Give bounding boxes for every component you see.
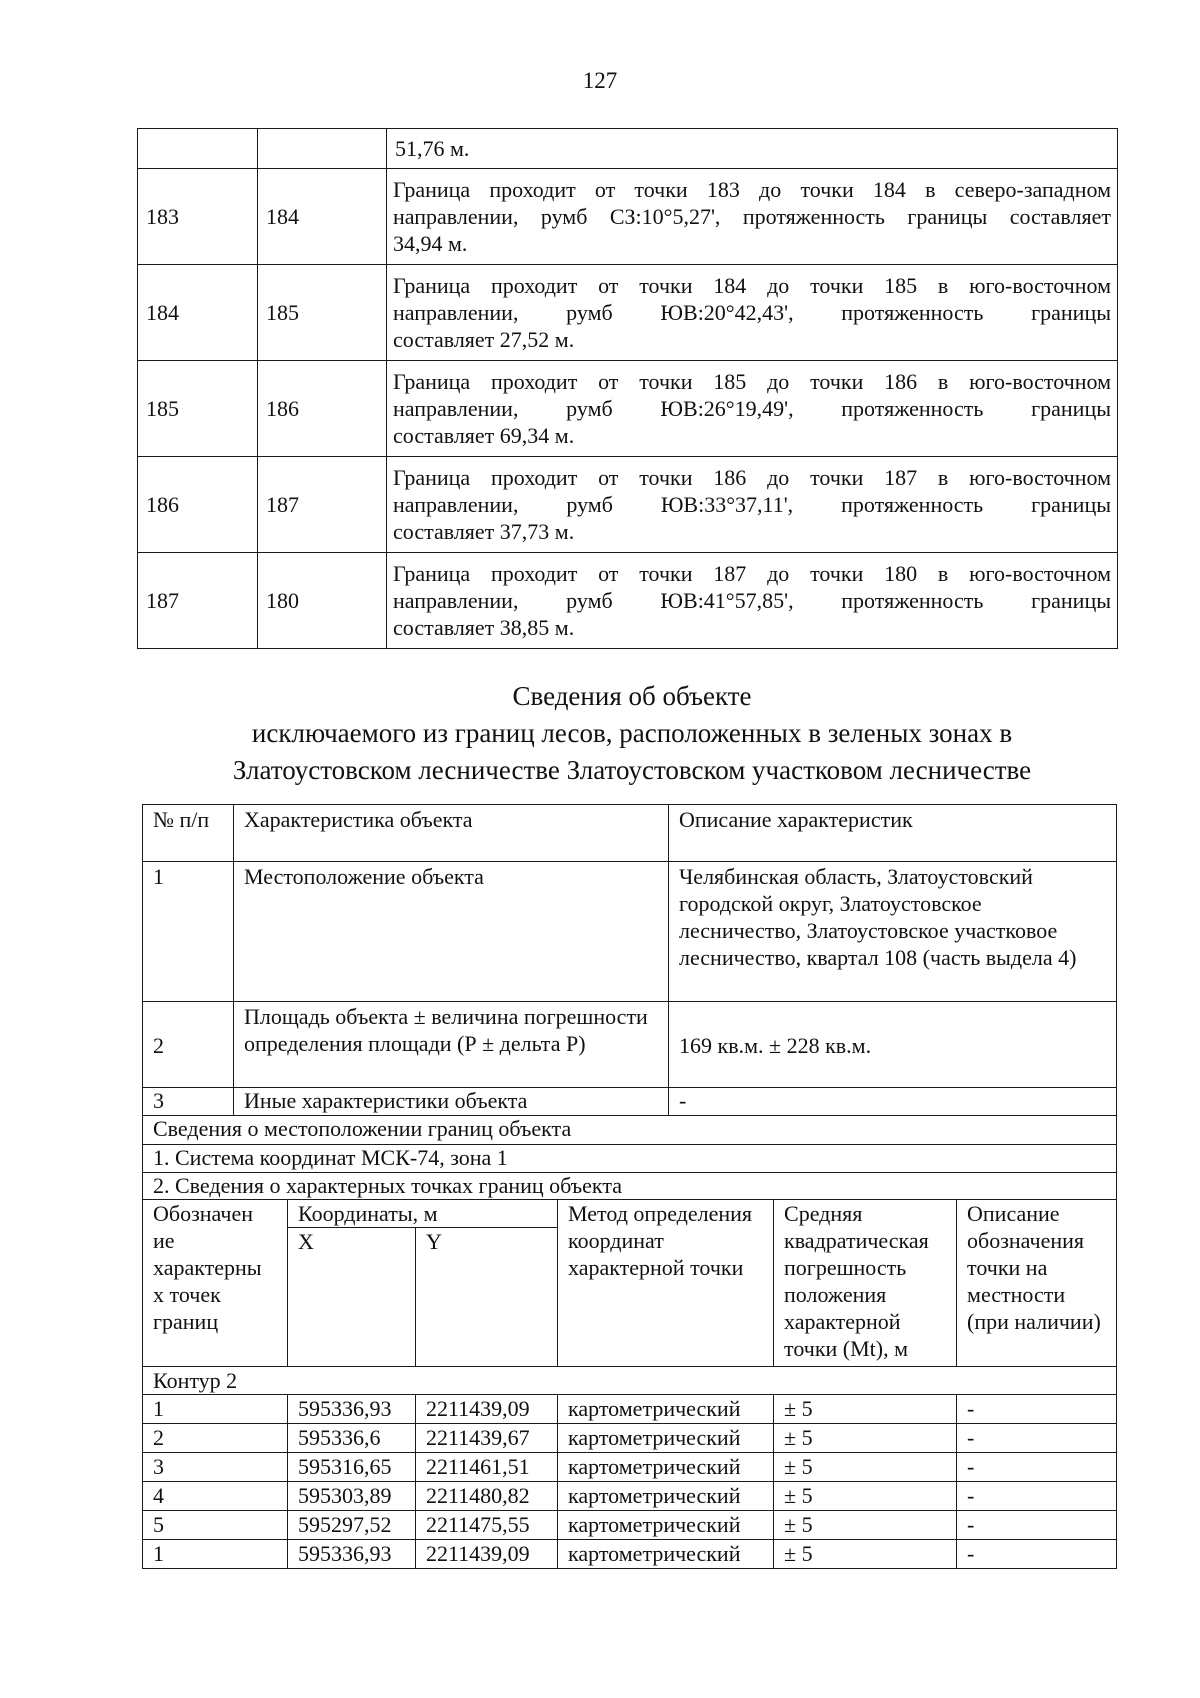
- row-description: Челябинская область, Златоустовский городской округ, Златоустовское лесничество, Златоустовское участковое лесничество, квартал 108 (часть выдела 4): [669, 862, 1117, 1002]
- points-title: 2. Сведения о характерных точках границ объекта: [143, 1173, 1117, 1200]
- object-table: [142, 804, 1117, 1200]
- page-number: 127: [582, 68, 618, 93]
- point-number: 1: [143, 1395, 288, 1424]
- description-line: направлении, румб ЮВ:33°37,11', протяженность границы: [393, 491, 1111, 517]
- description-line: направлении, румб ЮВ:41°57,85', протяженность границы: [393, 587, 1111, 613]
- table-row: [143, 1200, 1117, 1228]
- point-from: 183: [138, 169, 258, 265]
- table-row: [143, 1453, 1117, 1482]
- table-row: [143, 1173, 1117, 1200]
- coord-y: 2211439,09: [416, 1540, 558, 1569]
- error: ± 5: [774, 1540, 957, 1569]
- table-row: [143, 1367, 1117, 1395]
- table-row: [138, 553, 1118, 649]
- point-number: 2: [143, 1424, 288, 1453]
- description-line: составляет 38,85 м.: [393, 614, 575, 640]
- description-line: Граница проходит от точки 185 до точки 186 в юго-восточном: [393, 368, 1111, 394]
- point-description: -: [957, 1511, 1117, 1540]
- point-from: 187: [138, 553, 258, 649]
- coord-x: 595316,65: [288, 1453, 416, 1482]
- row-number: 2: [143, 1002, 234, 1088]
- point-number: 1: [143, 1540, 288, 1569]
- table-row: [143, 805, 1117, 862]
- point-from: 185: [138, 361, 258, 457]
- coord-y: 2211439,67: [416, 1424, 558, 1453]
- table-row: [138, 169, 1118, 265]
- error: ± 5: [774, 1424, 957, 1453]
- point-description: -: [957, 1453, 1117, 1482]
- section-title: Сведения о местоположении границ объекта: [143, 1116, 1117, 1145]
- coord-x: 595336,93: [288, 1540, 416, 1569]
- point-to: 185: [258, 265, 387, 361]
- coord-y: 2211480,82: [416, 1482, 558, 1511]
- column-header-method: Метод определения координат характерной точки: [558, 1200, 774, 1367]
- table-cell: [258, 129, 387, 169]
- section-heading-line-2: исключаемого из границ лесов, расположенных в зеленых зонах в: [251, 718, 1013, 748]
- point-from: 186: [138, 457, 258, 553]
- coord-y: 2211475,55: [416, 1511, 558, 1540]
- coord-x: 595297,52: [288, 1511, 416, 1540]
- column-header-designation: Обозначен ие характерны х точек границ: [143, 1200, 288, 1367]
- error: ± 5: [774, 1453, 957, 1482]
- method: картометрический: [558, 1482, 774, 1511]
- point-from: 184: [138, 265, 258, 361]
- point-number: 3: [143, 1453, 288, 1482]
- table-row: [138, 265, 1118, 361]
- column-header-num: № п/п: [143, 805, 234, 862]
- error: ± 5: [774, 1511, 957, 1540]
- description-line: направлении, румб СЗ:10°5,27', протяженность границы составляет: [393, 203, 1111, 229]
- section-heading-line-1: Сведения об объекте: [512, 681, 752, 711]
- row-number: 3: [143, 1088, 234, 1116]
- table-row: [138, 129, 1118, 169]
- point-to: 186: [258, 361, 387, 457]
- error: ± 5: [774, 1395, 957, 1424]
- description-line: направлении, румб ЮВ:20°42,43', протяженность границы: [393, 299, 1111, 325]
- method: картометрический: [558, 1395, 774, 1424]
- point-to: 180: [258, 553, 387, 649]
- table-row: [143, 1482, 1117, 1511]
- description-line: Граница проходит от точки 184 до точки 185 в юго-восточном: [393, 272, 1111, 298]
- row-characteristic: Иные характеристики объекта: [234, 1088, 669, 1116]
- point-number: 5: [143, 1511, 288, 1540]
- coord-x: 595336,6: [288, 1424, 416, 1453]
- table-cell: [138, 129, 258, 169]
- error: ± 5: [774, 1482, 957, 1511]
- row-description: -: [669, 1088, 1117, 1116]
- row-description: 169 кв.м. ± 228 кв.м.: [669, 1002, 1117, 1088]
- boundary-description: [387, 169, 1118, 265]
- column-header-coordinates: Координаты, м: [288, 1200, 558, 1228]
- points-table: [142, 1199, 1117, 1569]
- description-line: направлении, румб ЮВ:26°19,49', протяженность границы: [393, 395, 1111, 421]
- table-row: [143, 1511, 1117, 1540]
- table-row: [143, 1088, 1117, 1116]
- method: картометрический: [558, 1511, 774, 1540]
- column-header-x: X: [288, 1228, 416, 1367]
- coord-x: 595303,89: [288, 1482, 416, 1511]
- table-row: [143, 1002, 1117, 1088]
- method: картометрический: [558, 1424, 774, 1453]
- boundary-description: [387, 361, 1118, 457]
- column-header-error: Средняя квадратическая погрешность положения характерной точки (Mt), м: [774, 1200, 957, 1367]
- table-row: [143, 1424, 1117, 1453]
- description-line: составляет 69,34 м.: [393, 422, 575, 448]
- description-line: Граница проходит от точки 183 до точки 184 в северо-западном: [393, 176, 1111, 202]
- description-line: Граница проходит от точки 187 до точки 180 в юго-восточном: [393, 560, 1111, 586]
- section-heading-line-3: Златоустовском лесничестве Златоустовском участковом лесничестве: [232, 755, 1032, 785]
- table-row: [143, 1116, 1117, 1145]
- point-to: 184: [258, 169, 387, 265]
- boundary-table: [137, 128, 1118, 649]
- table-row: [143, 1540, 1117, 1569]
- boundary-length-tail: 51,76 м.: [387, 129, 1118, 169]
- method: картометрический: [558, 1453, 774, 1482]
- description-line: составляет 37,73 м.: [393, 518, 575, 544]
- coord-y: 2211461,51: [416, 1453, 558, 1482]
- row-number: 1: [143, 862, 234, 1002]
- table-row: [138, 457, 1118, 553]
- method: картометрический: [558, 1540, 774, 1569]
- boundary-description: [387, 265, 1118, 361]
- table-row: [143, 1395, 1117, 1424]
- coordinate-system: 1. Система координат МСК-74, зона 1: [143, 1145, 1117, 1173]
- point-description: -: [957, 1482, 1117, 1511]
- row-characteristic: Местоположение объекта: [234, 862, 669, 1002]
- column-header-description: Описание характеристик: [669, 805, 1117, 862]
- column-header-y: Y: [416, 1228, 558, 1367]
- column-header-description: Описание обозначения точки на местности (при наличии): [957, 1200, 1117, 1367]
- coord-y: 2211439,09: [416, 1395, 558, 1424]
- contour-label: Контур 2: [143, 1367, 1117, 1395]
- point-to: 187: [258, 457, 387, 553]
- description-line: 34,94 м.: [393, 230, 468, 256]
- column-header-characteristic: Характеристика объекта: [234, 805, 669, 862]
- point-description: -: [957, 1424, 1117, 1453]
- description-line: составляет 27,52 м.: [393, 326, 575, 352]
- point-description: -: [957, 1395, 1117, 1424]
- point-number: 4: [143, 1482, 288, 1511]
- table-row: [138, 361, 1118, 457]
- description-line: Граница проходит от точки 186 до точки 187 в юго-восточном: [393, 464, 1111, 490]
- row-characteristic: Площадь объекта ± величина погрешности определения площади (Р ± дельта Р): [234, 1002, 669, 1088]
- boundary-description: [387, 457, 1118, 553]
- table-row: [143, 862, 1117, 1002]
- coord-x: 595336,93: [288, 1395, 416, 1424]
- table-row: [143, 1145, 1117, 1173]
- boundary-description: [387, 553, 1118, 649]
- point-description: -: [957, 1540, 1117, 1569]
